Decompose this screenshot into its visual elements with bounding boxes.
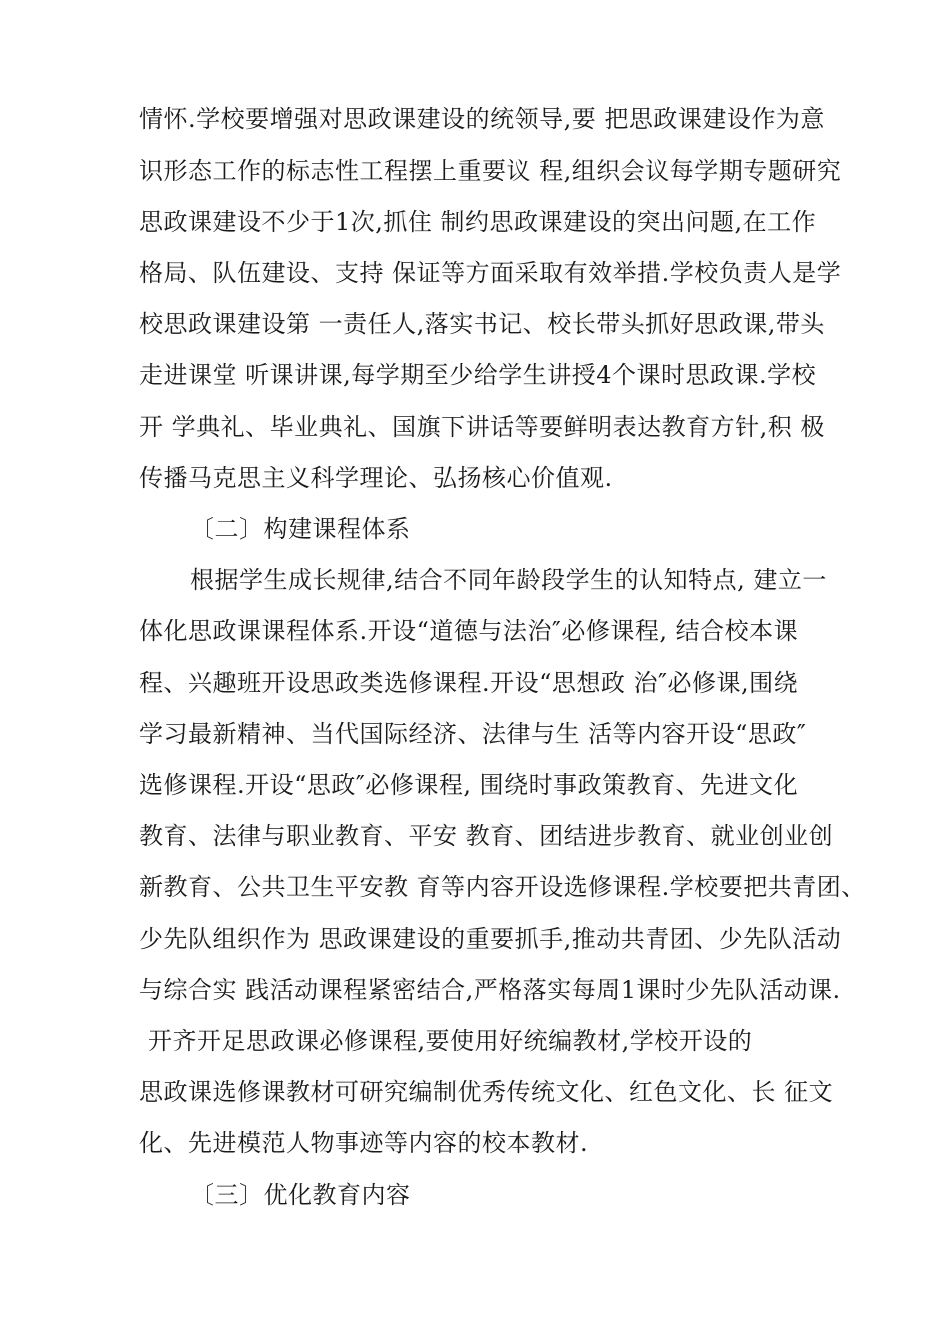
section-heading: 〔三〕优化教育内容 <box>190 1181 411 1209</box>
text-line: 根据学生成长规律,结合不同年龄段学生的认知特点, 建立一 <box>190 566 827 594</box>
text-line: 情怀.学校要增强对思政课建设的统领导,要 把思政课建设作为意 <box>139 105 825 133</box>
text-line: 程、兴趣班开设思政类选修课程.开设“思想政 治″必修课,围绕 <box>139 669 799 697</box>
text-line: 思政课选修课教材可研究编制优秀传统文化、红色文化、长 征文 <box>139 1078 834 1106</box>
text-line: 教育、法律与职业教育、平安 教育、团结进步教育、就业创业创 <box>139 822 834 850</box>
text-line: 校思政课建设第 一责任人,落实书记、校长带头抓好思政课,带头 <box>139 310 825 338</box>
section-heading: 〔二〕构建课程体系 <box>190 515 411 543</box>
text-line: 开齐开足思政课必修课程,要使用好统编教材,学校开设的 <box>148 1027 753 1055</box>
text-line: 新教育、公共卫生平安教 育等内容开设选修课程.学校要把共青团、 <box>139 873 866 901</box>
text-line: 化、先进模范人物事迹等内容的校本教材. <box>139 1129 589 1157</box>
text-line: 学习最新精神、当代国际经济、法律与生 活等内容开设“思政″ <box>139 720 807 748</box>
text-line: 识形态工作的标志性工程摆上重要议 程,组织会议每学期专题研究 <box>139 157 842 185</box>
text-line: 与综合实 践活动课程紧密结合,严格落实每周1课时少先队活动课. <box>139 976 841 1004</box>
text-line: 走进课堂 听课讲课,每学期至少给学生讲授4个课时思政课.学校 <box>139 361 817 389</box>
text-line: 传播马克思主义科学理论、弘扬核心价值观. <box>139 464 613 492</box>
text-line: 体化思政课课程体系.开设“道德与法治″必修课程, 结合校本课 <box>139 617 799 645</box>
text-line: 少先队组织作为 思政课建设的重要抓手,推动共青团、少先队活动 <box>139 925 842 953</box>
text-line: 格局、队伍建设、支持 保证等方面采取有效举措.学校负责人是学 <box>139 259 842 287</box>
text-line: 思政课建设不少于1次,抓住 制约思政课建设的突出问题,在工作 <box>139 208 817 236</box>
text-line: 开 学典礼、毕业典礼、国旗下讲话等要鲜明表达教育方针,积 极 <box>139 413 825 441</box>
text-line: 选修课程.开设“思政″必修课程, 围绕时事政策教育、先进文化 <box>139 771 799 799</box>
